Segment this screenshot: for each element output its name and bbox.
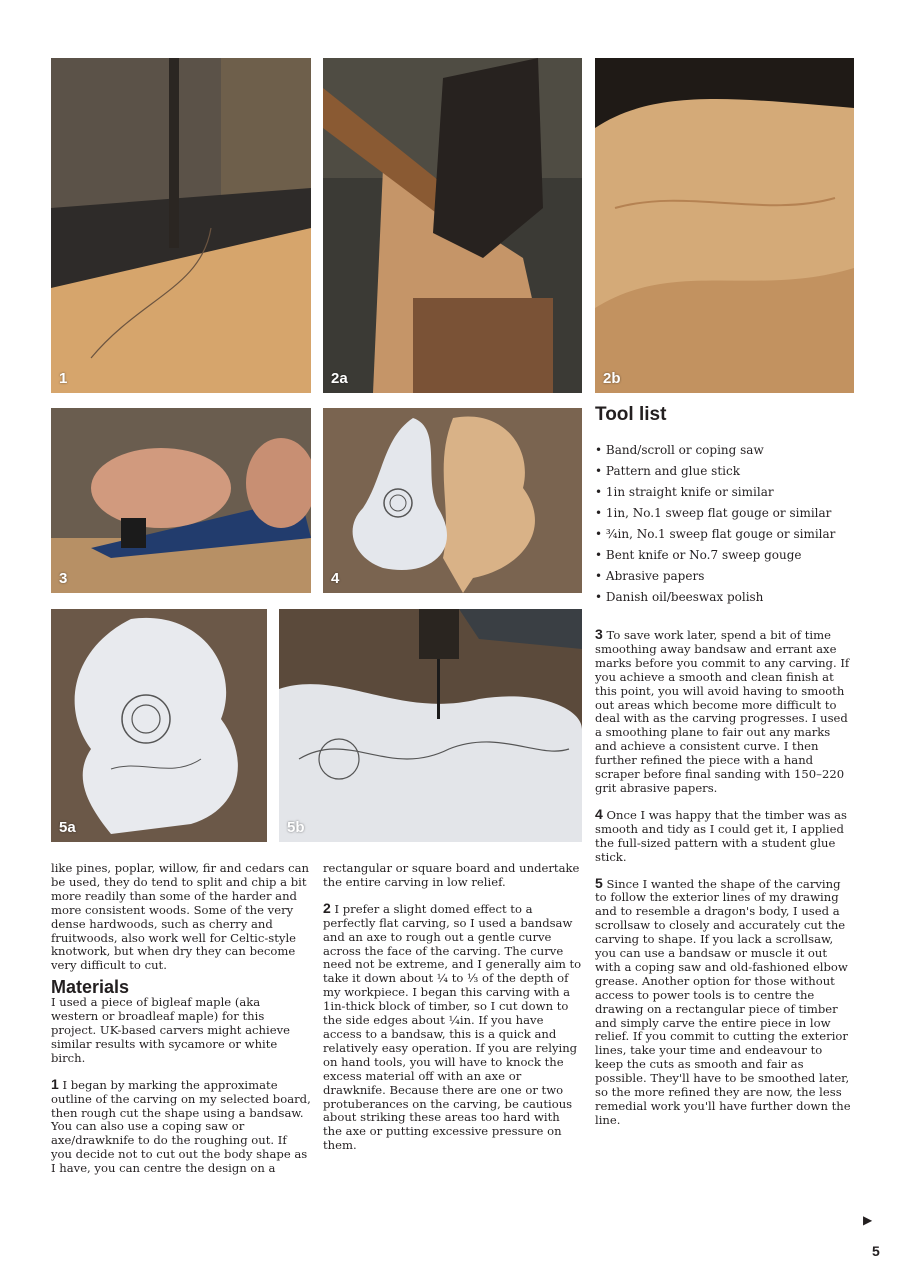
step-number: 3 — [595, 626, 603, 642]
scrollsaw-image — [279, 609, 582, 842]
step-text: I prefer a slight domed effect to a perfectly flat carving, so I used a bandsaw and an axe to rough out a gentle curve across the face of the carving. The curve need not be extreme, and I generally aim to take it down about ¼ to ⅓ of the depth of my workpiece. I began this carving with a 1in-thick block of timber, so I cut down to the side edges about ¼in. If you have access to a bandsaw, this is a quick and relatively easy operation. If you are relying on hand tools, you will have to knock the excess material off with an axe or drawknife. Because there are one or two protuberances on the carving, be cautious about striking these areas too hard with the axe or putting excessive pressure on them. — [323, 901, 582, 1153]
photo-label: 1 — [59, 370, 68, 387]
tool-list-heading: Tool list — [595, 404, 667, 425]
tool-list — [595, 404, 855, 608]
photo-2b-board — [595, 58, 854, 393]
step-5-paragraph — [595, 874, 854, 1128]
materials-heading: Materials — [51, 977, 130, 998]
photo-2a-axe — [323, 58, 582, 393]
step-number: 5 — [595, 874, 603, 891]
photo-5b-scrollsaw — [279, 609, 582, 842]
photo-label: 2a — [331, 370, 348, 387]
step-number: 4 — [595, 805, 603, 822]
photo-label: 5b — [287, 819, 305, 836]
pattern-image — [323, 408, 582, 593]
continuation-paragraph: rectangular or square board and undertake the entire carving in low relief. — [323, 861, 580, 889]
step-4-paragraph — [595, 805, 854, 865]
axe-image — [323, 58, 582, 393]
tool-item: • 1in straight knife or similar — [595, 482, 855, 503]
step-2-paragraph — [323, 899, 582, 1153]
page-number: 5 — [872, 1243, 880, 1259]
tool-list-items — [595, 440, 855, 608]
text-column-1 — [51, 862, 311, 1188]
materials-paragraph: I used a piece of bigleaf maple (aka western or broadleaf maple) for this project. UK-based carvers might achieve similar results with sycamore or white birch. — [51, 995, 291, 1065]
photo-4-pattern — [323, 408, 582, 593]
photo-1-bandsaw — [51, 58, 311, 393]
step-number: 2 — [323, 899, 331, 916]
step-number: 1 — [51, 1075, 59, 1092]
text-column-2 — [323, 862, 582, 1165]
step-text: To save work later, spend a bit of time smoothing away bandsaw and errant axe marks before you commit to any carving. If you achieve a smooth and clean finish at this point, you will avoid having to smooth out areas which become more difficult to deal with as the carving progresses. I used a smoothing plane to fair out any marks and achieve a consistent curve. I then further refined the piece with a hand scraper before final sanding with 150–220 grit abrasive papers. — [595, 628, 850, 795]
photo-3-plane — [51, 408, 311, 593]
board-image — [595, 58, 854, 393]
photo-label: 2b — [603, 370, 621, 387]
tool-item: • Bent knife or No.7 sweep gouge — [595, 545, 855, 566]
tool-item: • Abrasive papers — [595, 566, 855, 587]
photo-5a-cutout — [51, 609, 267, 842]
step-text: I began by marking the approximate outline of the carving on my selected board, then rough cut the shape using a bandsaw. You can also use a coping saw or axe/drawknife to do the roughing out. If you decide not to cut out the body shape as I have, you can centre the design on a — [51, 1077, 311, 1176]
photo-label: 3 — [59, 570, 68, 587]
continue-arrow-icon: ▶ — [863, 1213, 873, 1227]
photo-label: 5a — [59, 819, 76, 836]
tool-item: • Danish oil/beeswax polish — [595, 587, 855, 608]
tool-item: • Band/scroll or coping saw — [595, 440, 855, 461]
cutout-image — [51, 609, 267, 842]
step-text: Once I was happy that the timber was as smooth and tidy as I could get it, I applied the full-sized pattern with a student glue stick. — [595, 807, 847, 864]
plane-image — [51, 408, 311, 593]
text-column-3 — [595, 628, 854, 1140]
tool-item: • Pattern and glue stick — [595, 461, 855, 482]
tool-item: • 1in, No.1 sweep flat gouge or similar — [595, 503, 855, 524]
photo-label: 4 — [331, 570, 340, 587]
step-text: Since I wanted the shape of the carving to follow the exterior lines of my drawing and to resemble a dragon's body, I used a scrollsaw to closely and accurately cut the carving to shape. If you lack a scrollsaw, you can use a bandsaw or muscle it out with a coping saw and old-fashioned elbow grease. Another option for those without access to power tools is to centre the drawing on a rectangular piece of timber and simply carve the entire piece in low relief. If you commit to cutting the exterior lines, take your time and endeavour to keep the cuts as smooth and fair as possible. They'll have to be smoothed later, so the more refined they are now, the less remedial work you'll have further down the line. — [595, 876, 851, 1127]
step-3-paragraph — [595, 628, 854, 796]
step-1-paragraph — [51, 1075, 311, 1176]
intro-paragraph: like pines, poplar, willow, fir and cedars can be used, they do tend to split and chip a bit more readily than some of the harder and more consistent woods. Some of the very dense hardwoods, such as cherry and fruitwoods, also work well for Celtic-style knotwork, but when dry they can become very difficult to cut. — [51, 861, 309, 973]
tool-item: • ¾in, No.1 sweep flat gouge or similar — [595, 524, 855, 545]
bandsaw-image — [51, 58, 311, 393]
